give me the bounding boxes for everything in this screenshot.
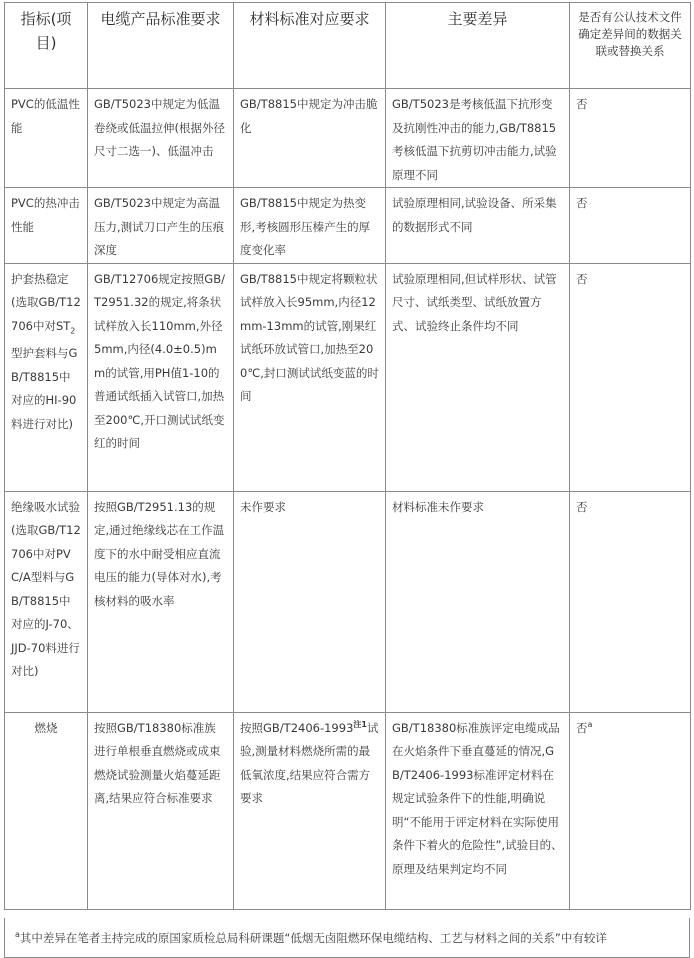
header-cable-requirement: 电缆产品标准要求 [88,3,234,89]
header-main-difference: 主要差异 [386,3,570,89]
cell-relation: 否 [570,188,691,264]
table-row [5,188,691,264]
cell-relation: 否 [570,89,691,188]
header-indicator: 指标(项目) [5,3,88,89]
cell-difference: GB/T5023是考核低温下抗形变及抗刚性冲击的能力,GB/T8815考核低温下抗剪切冲击能力,试验原理不同 [386,89,570,188]
table-footnote [4,918,690,958]
cell-difference: GB/T18380标准族评定电缆成品在火焰条件下垂直蔓延的情况,GB/T2406-1993标准评定材料在规定试验条件下的性能,明确说明“不能用于评定材料在实际使用条件下着火的危险性”,试验目的、原理及结果判定均不同 [386,712,570,909]
cell-material-requirement: GB/T8815中规定为冲击脆化 [234,89,386,188]
table-row [5,712,691,909]
material-text-pre: 按照GB/T2406-1993 [240,720,354,735]
cell-material-requirement: GB/T8815中规定将颗粒状试样放入长95mm,内径12mm-13mm的试管,刚果红试纸环放试管口,加热至200℃,封口测试试纸变蓝的时间 [234,263,386,491]
cell-relation: 否 [570,491,691,712]
table-row [5,491,691,712]
footnote-text: 其中差异在笔者主持完成的原国家质检总局科研课题“低烟无卤阻燃环保电缆结构、工艺与材料之间的关系”中有较详 [19,931,607,945]
cell-material-requirement [234,712,386,909]
cell-relation: 否 [570,263,691,491]
cell-material-requirement: 未作要求 [234,491,386,712]
table-header-row [5,3,691,89]
cell-relation [570,712,691,909]
cell-material-requirement: GB/T8815中规定为热变形,考核圆形压榛产生的厚度变化率 [234,188,386,264]
cell-difference: 试验原理相同,但试样形状、试管尺寸、试纸类型、试纸放置方式、试验终止条件均不同 [386,263,570,491]
comparison-table [4,2,691,910]
relation-text: 否 [576,720,588,735]
cell-cable-requirement: GB/T5023中规定为高温压力,测试刀口产生的压痕深度 [88,188,234,264]
indicator-text-post: 型护套料与GB/T8815中对应的HI-90料进行对比) [11,346,78,431]
table-row [5,89,691,188]
cell-difference: 试验原理相同,试验设备、所采集的数据形式不同 [386,188,570,264]
material-footnote-mark: 注1 [353,719,367,729]
cell-indicator: 绝缘吸水试验(选取GB/T12706中对PVC/A型料与GB/T8815中对应的J-70、JJD-70料进行对比) [5,491,88,712]
cell-cable-requirement: 按照GB/T2951.13的规定,通过绝缘线芯在工作温度下的水中耐受相应直流电压的能力(导体对水),考核材料的吸水率 [88,491,234,712]
footnote-mark: a [15,930,20,940]
cell-indicator [5,263,88,491]
header-relation: 是否有公认技术文件确定差异间的数据关联或替换关系 [570,3,691,89]
cell-indicator: PVC的热冲击性能 [5,188,88,264]
cell-difference: 材料标准未作要求 [386,491,570,712]
cell-indicator: 燃烧 [5,712,88,909]
header-material-requirement: 材料标准对应要求 [234,3,386,89]
material-text-post: 试验,测量材料燃烧所需的最低氧浓度,结果应符合需方要求 [240,720,379,805]
cell-cable-requirement: GB/T5023中规定为低温卷绕或低温拉伸(根据外径尺寸二选一)、低温冲击 [88,89,234,188]
cell-indicator: PVC的低温性能 [5,89,88,188]
indicator-text-pre: 护套热稳定(选取GB/T12706中对ST [11,271,81,333]
cell-cable-requirement: 按照GB/T18380标准族进行单根垂直燃烧或成束燃烧试验测量火焰蔓延距离,结果应符合标准要求 [88,712,234,909]
cell-cable-requirement: GB/T12706规定按照GB/T2951.32的规定,将条状试样放入长110mm,外径5mm,内径(4.0±0.5)mm的试管,用PH值1-10的普通试纸插入试管口,加热至200℃,开口测试试纸变红的时间 [88,263,234,491]
relation-footnote-mark: a [587,719,593,729]
table-row [5,263,691,491]
indicator-subscript: 2 [70,325,76,335]
